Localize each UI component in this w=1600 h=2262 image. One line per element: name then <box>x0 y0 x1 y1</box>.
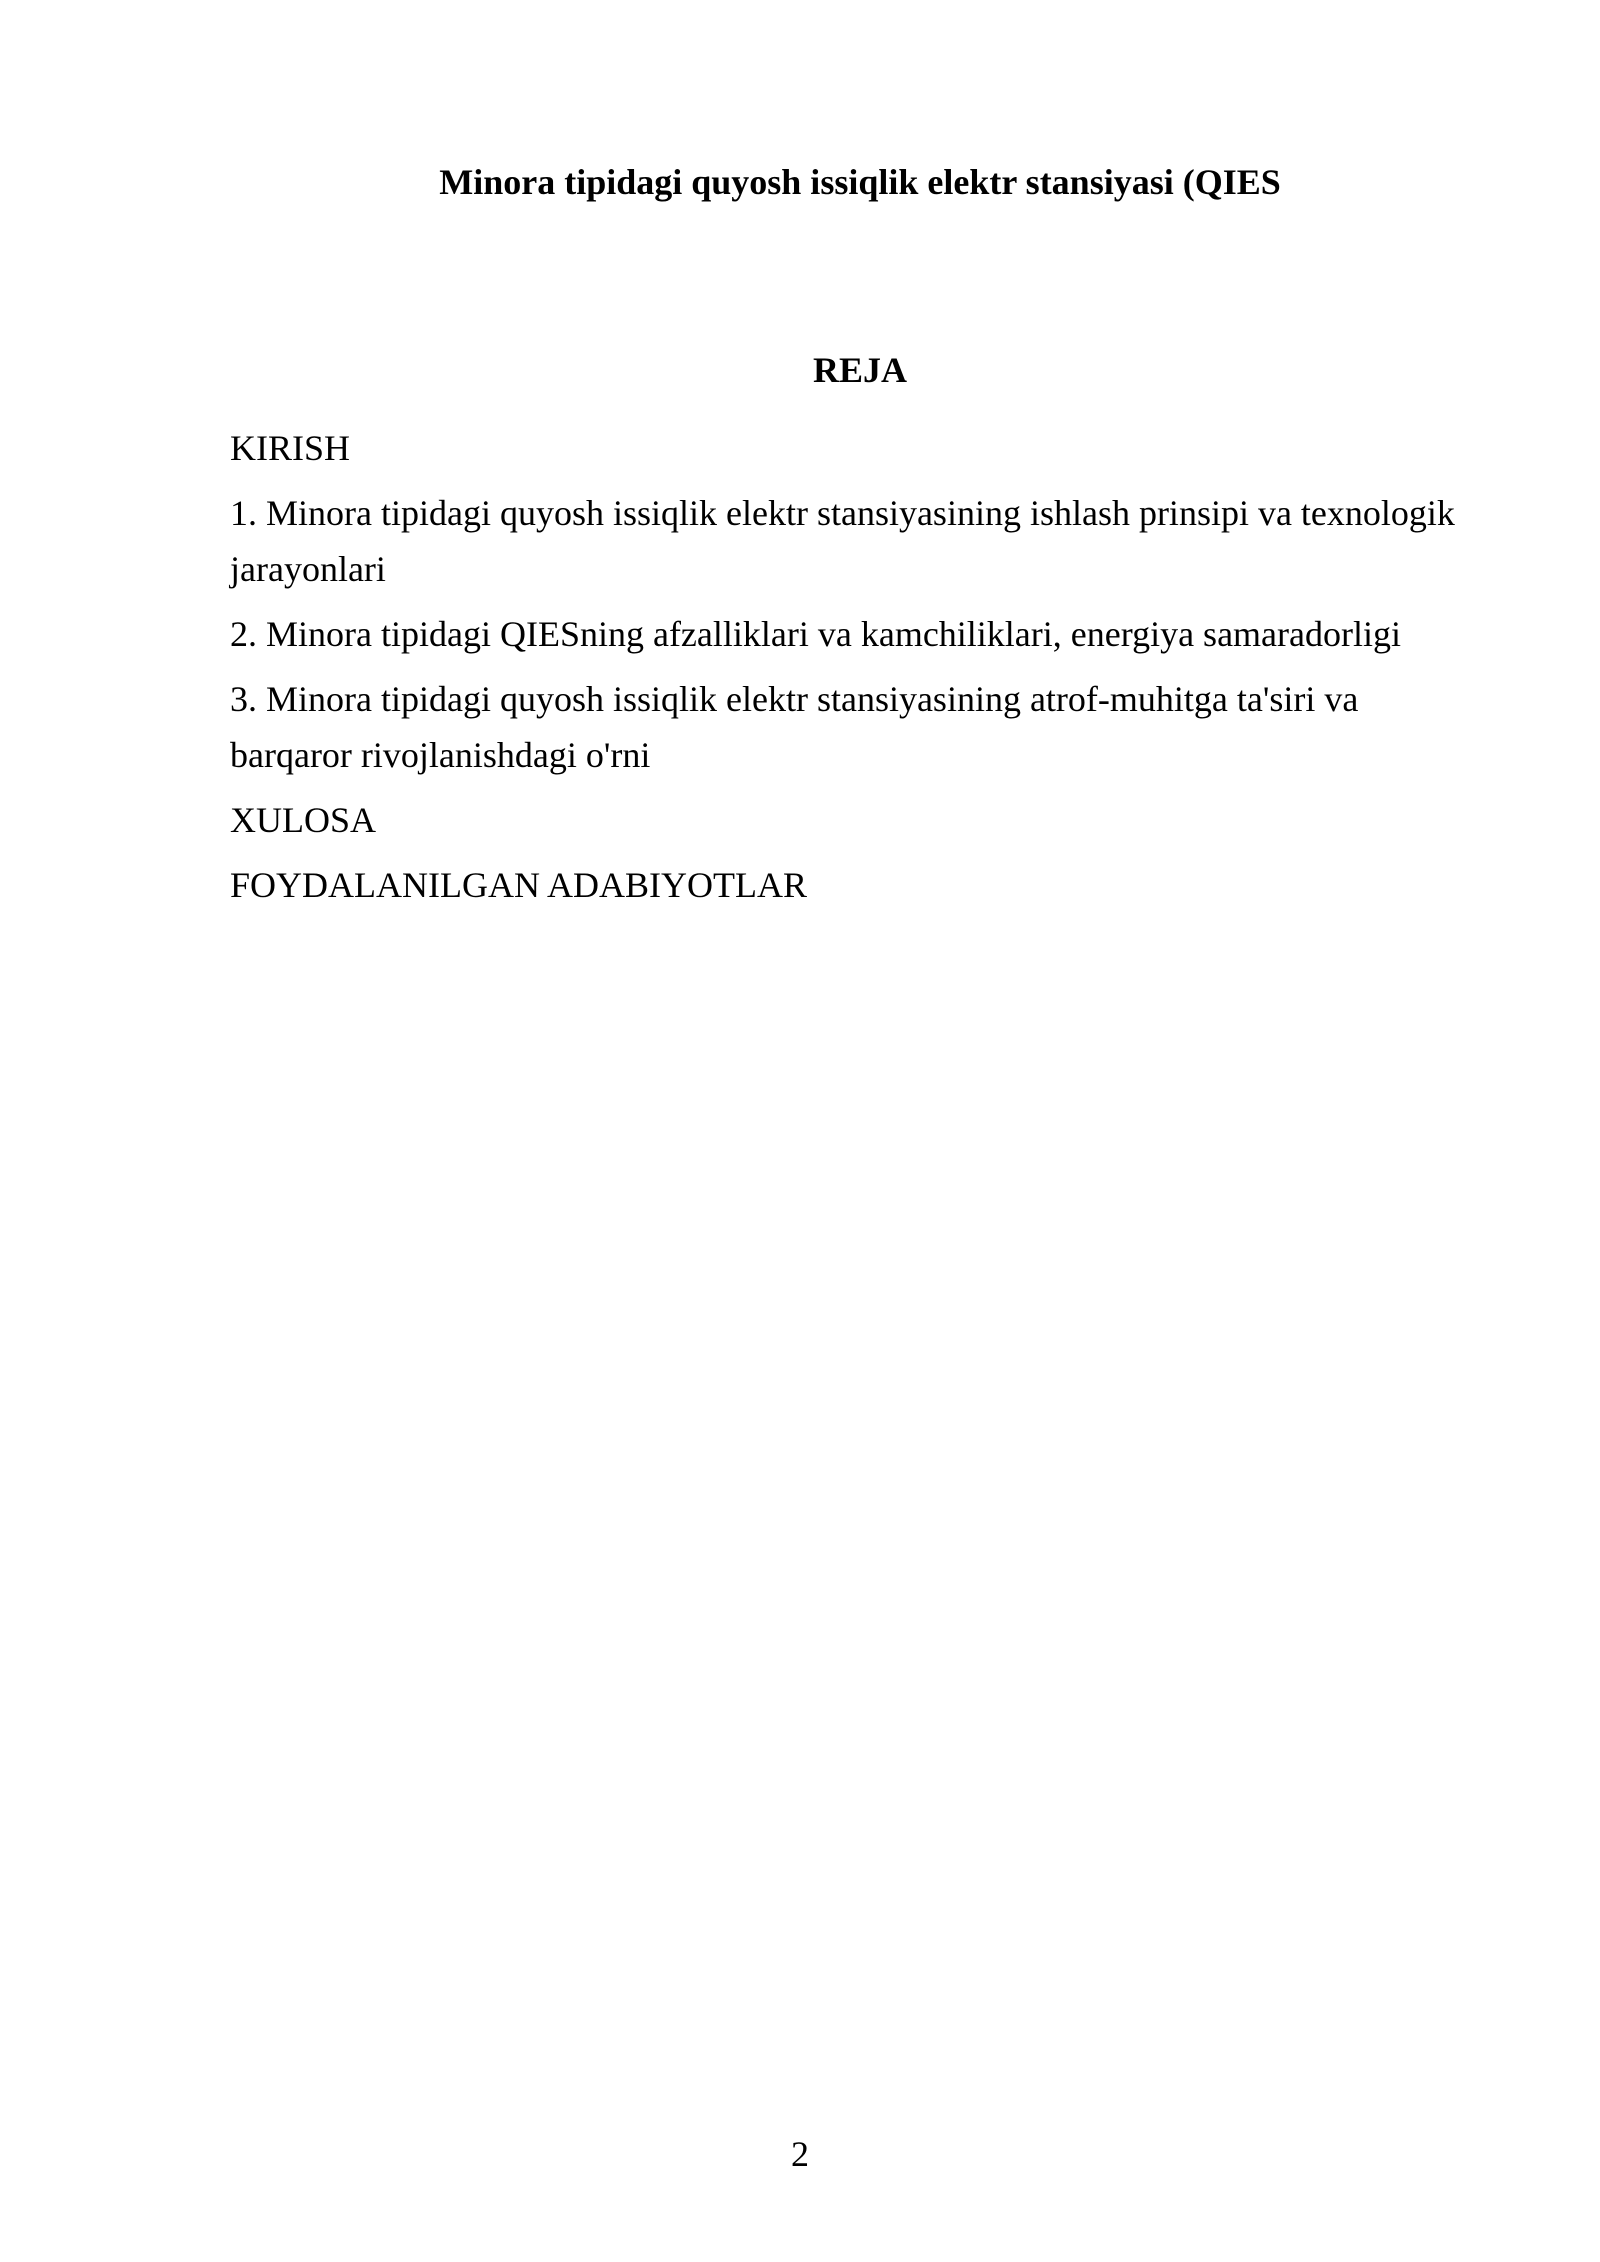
plan-heading: REJA <box>812 350 907 390</box>
toc-item-references: FOYDALANILGAN ADABIYOTLAR <box>230 865 807 905</box>
table-of-contents <box>230 420 1470 922</box>
toc-item-chapter-3: 3. Minora tipidagi quyosh issiqlik elektr stansiyasining atrof-muhitga ta'siri va barqaror rivojlanishdagi o'rni <box>230 679 1359 775</box>
document-title: Minora tipidagi quyosh issiqlik elektr stansiyasi (QIES <box>439 162 1281 202</box>
toc-item-chapter-2: 2. Minora tipidagi QIESning afzalliklari va kamchiliklari, energiya samaradorligi <box>230 614 1401 654</box>
toc-item-introduction: KIRISH <box>230 428 351 468</box>
toc-item-chapter-1: 1. Minora tipidagi quyosh issiqlik elektr stansiyasining ishlash prinsipi va texnologik jarayonlari <box>230 493 1455 589</box>
page-number: 2 <box>791 2134 809 2174</box>
toc-item-conclusion: XULOSA <box>230 800 377 840</box>
